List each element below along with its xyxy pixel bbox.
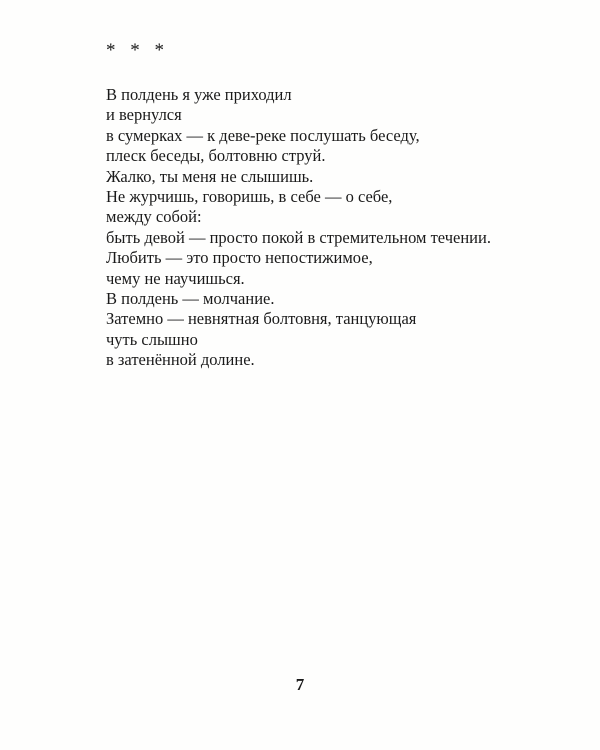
poem-line: чему не научишься.: [106, 268, 245, 288]
poem-line: Любить — это просто непостижимое,: [106, 248, 373, 268]
poem-line: Затемно — невнятная болтовня, танцующая: [106, 309, 417, 329]
poem-line: чуть слышно: [106, 329, 198, 349]
poem-line: Жалко, ты меня не слышишь.: [106, 166, 314, 186]
poem-line: в сумерках — к деве-реке послушать беседу,: [106, 125, 420, 145]
poem-line: плеск беседы, болтовню струй.: [106, 146, 326, 166]
poem-line: В полдень я уже приходил: [106, 85, 292, 104]
poem-line: быть девой — просто покой в стремительном течении.: [106, 227, 491, 247]
poem-line: и вернулся: [106, 105, 182, 125]
section-ornament: * * *: [106, 40, 169, 61]
poem-line: В полдень — молчание.: [106, 289, 275, 309]
poem-line: Не журчишь, говоришь, в себе — о себе,: [106, 187, 393, 207]
poem-line: в затенённой долине.: [106, 350, 255, 370]
poem-line: между собой:: [106, 207, 202, 227]
page-number: 7: [295, 675, 305, 694]
poem: [106, 85, 576, 371]
